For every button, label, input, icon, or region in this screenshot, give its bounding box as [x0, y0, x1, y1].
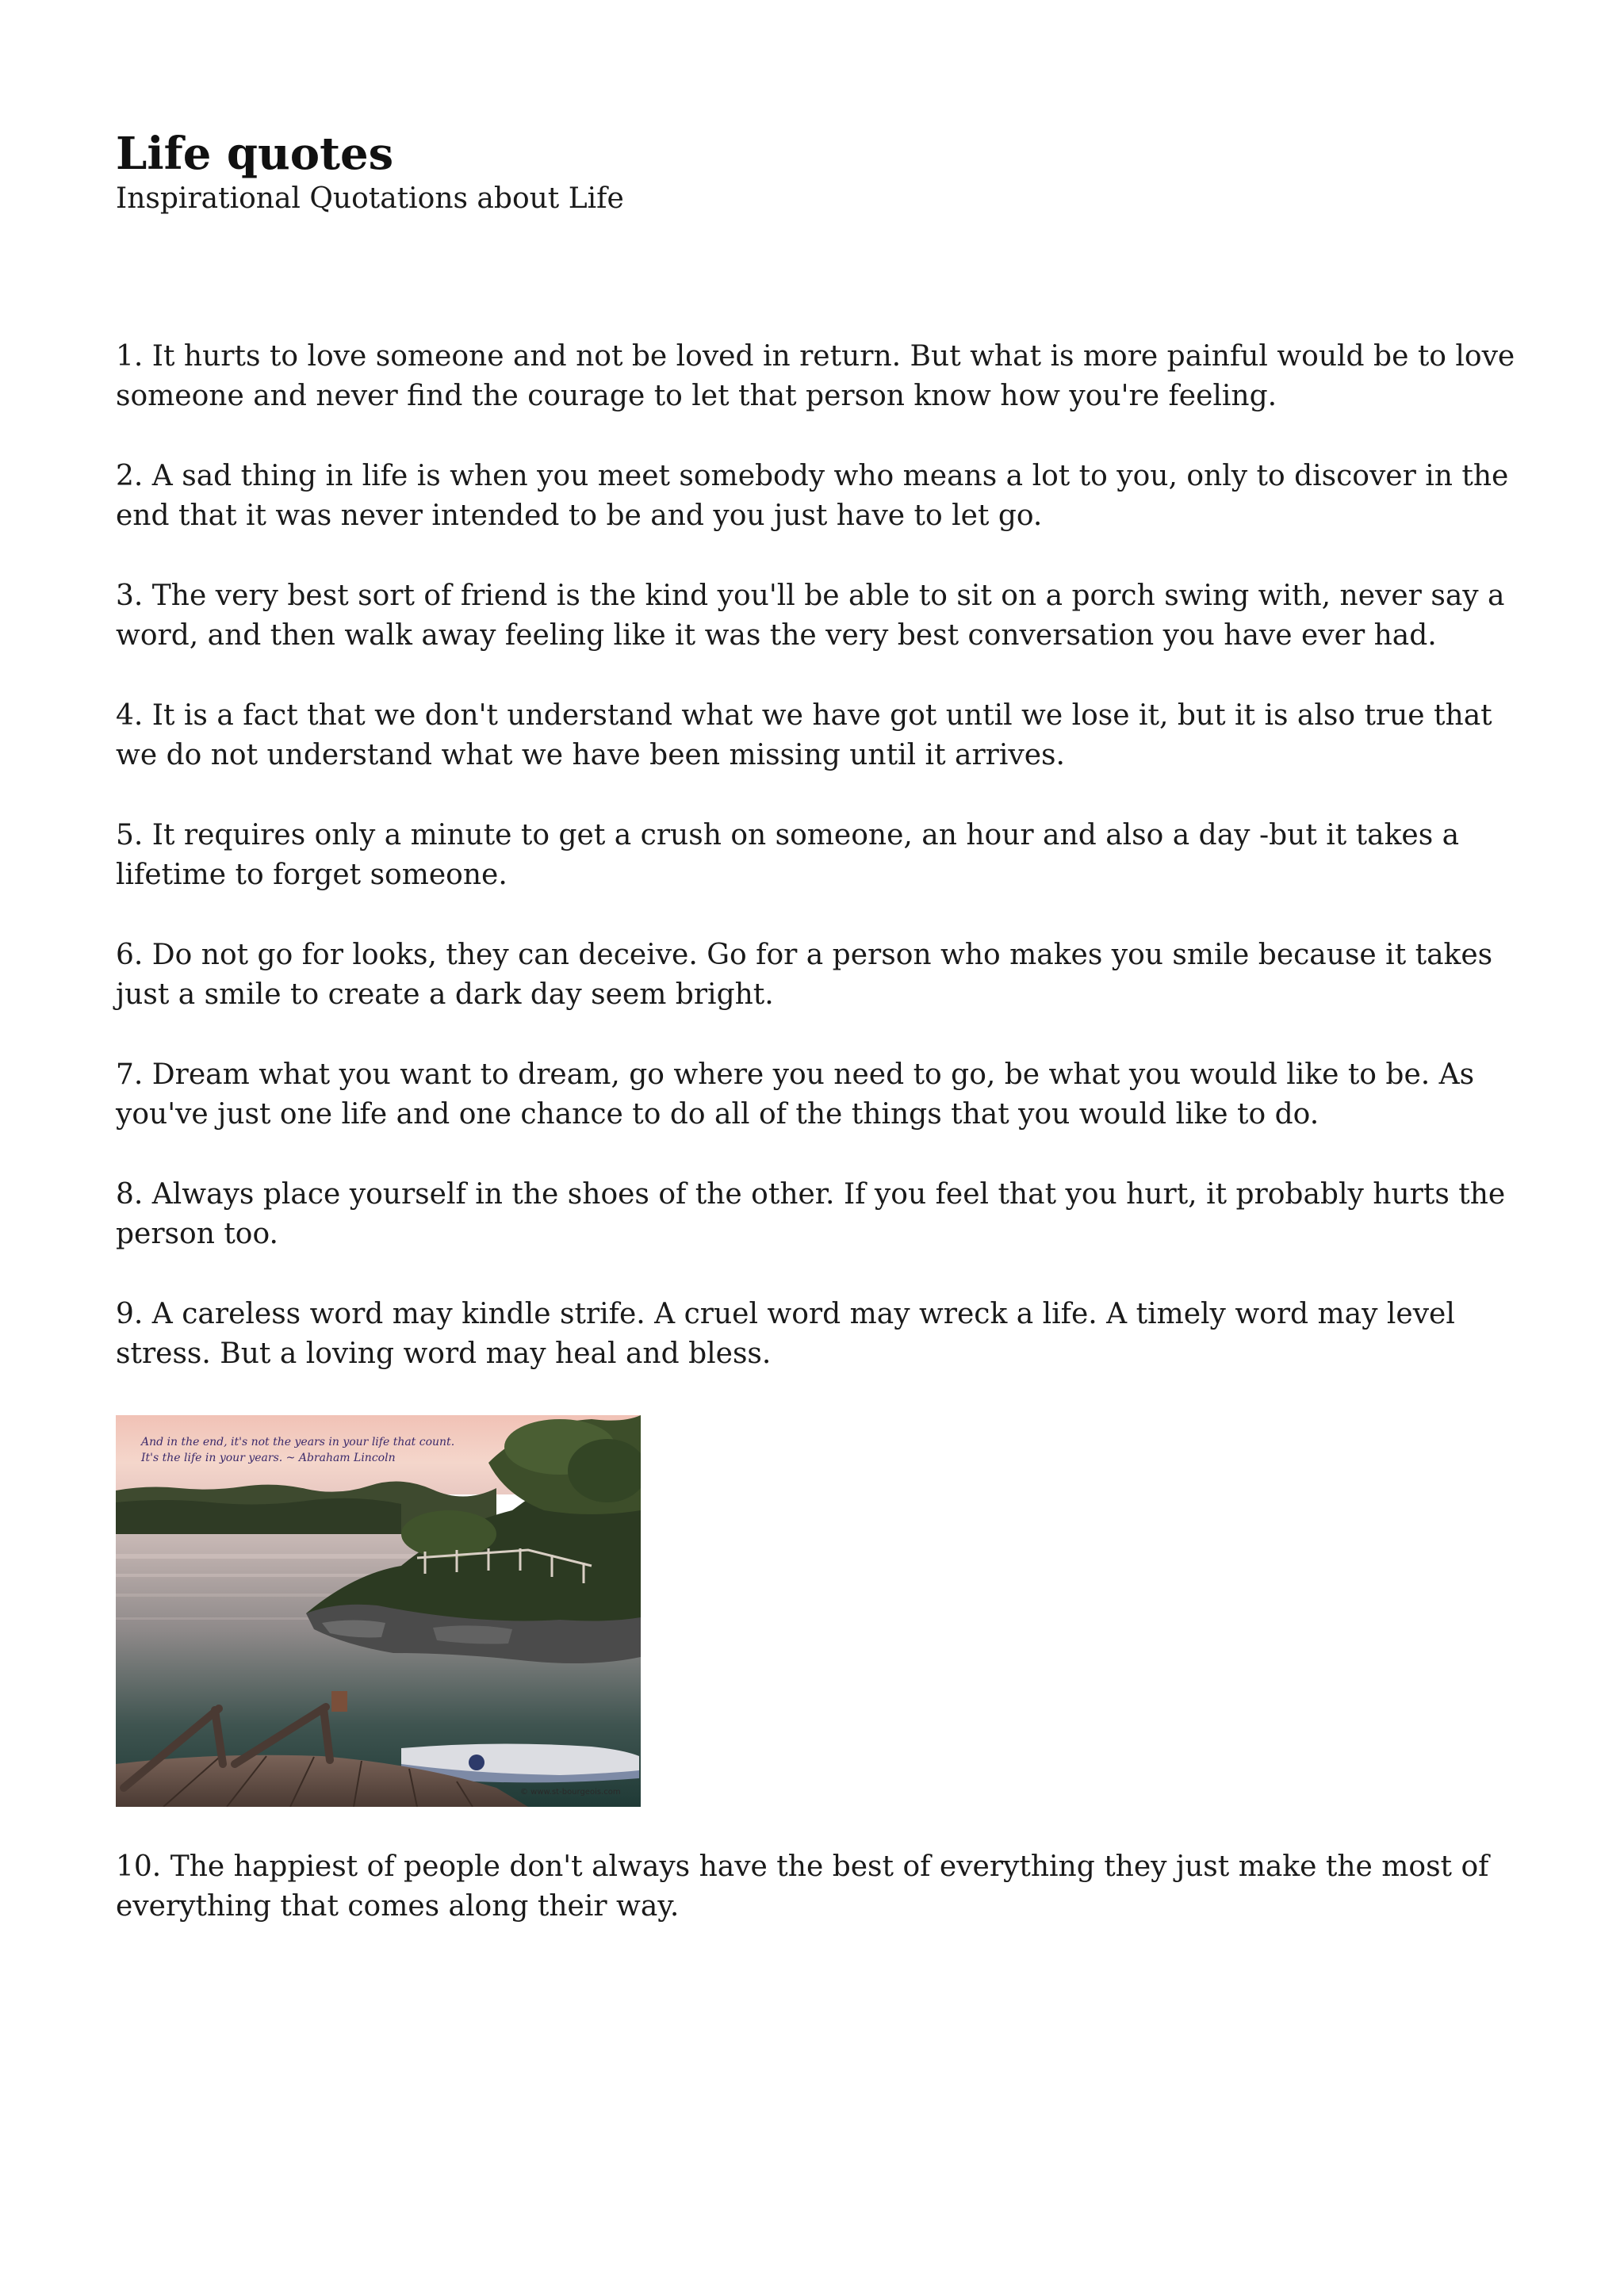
- quote-list: [116, 337, 1519, 1414]
- lakeside-photo: [116, 1415, 641, 1807]
- quote-item: 1. It hurts to love someone and not be loved in return. But what is more painful would be to love someone and never find the courage to let that person know how you're feeling.: [116, 340, 1515, 412]
- image-caption-line1: And in the end, it's not the years in your life that count.: [141, 1436, 455, 1448]
- document-page: [116, 119, 1519, 1923]
- quote-item: 9. A careless word may kindle strife. A cruel word may wreck a life. A timely word may level stress. But a loving word may heal and bless.: [116, 1298, 1455, 1370]
- lakeside-photo-art: [116, 1415, 641, 1807]
- final-quote-block: [116, 1847, 1519, 1967]
- quote-item-final: 10. The happiest of people don't always have the best of everything they just make the most of everything that comes along their way.: [116, 1850, 1489, 1923]
- quote-item: 2. A sad thing in life is when you meet somebody who means a lot to you, only to discover in the end that it was never intended to be and you just have to let go.: [116, 460, 1509, 532]
- quote-item: 4. It is a fact that we don't understand what we have got until we lose it, but it is also true that we do not understand what we have been missing until it arrives.: [116, 699, 1492, 771]
- quote-item: 5. It requires only a minute to get a crush on someone, an hour and also a day -but it takes a lifetime to forget someone.: [116, 819, 1460, 891]
- quote-item: 8. Always place yourself in the shoes of the other. If you feel that you hurt, it probably hurts the person too.: [116, 1178, 1506, 1250]
- page-title: Life quotes: [116, 128, 394, 180]
- quote-item: 7. Dream what you want to dream, go where you need to go, be what you would like to be. As you've just one life and one chance to do all of the things that you would like to do.: [116, 1058, 1475, 1131]
- quote-item: 3. The very best sort of friend is the kind you'll be able to sit on a porch swing with, never say a word, and then walk away feeling like it was the very best conversation you have ever had.: [116, 580, 1505, 652]
- image-watermark: © www.st-bourgeois.com: [520, 1788, 621, 1797]
- image-caption-line2: It's the life in your years. ~ Abraham Lincoln: [141, 1452, 396, 1464]
- page-subtitle: Inspirational Quotations about Life: [116, 182, 624, 215]
- quote-item: 6. Do not go for looks, they can deceive. Go for a person who makes you smile because it takes just a smile to create a dark day seem bright.: [116, 939, 1493, 1011]
